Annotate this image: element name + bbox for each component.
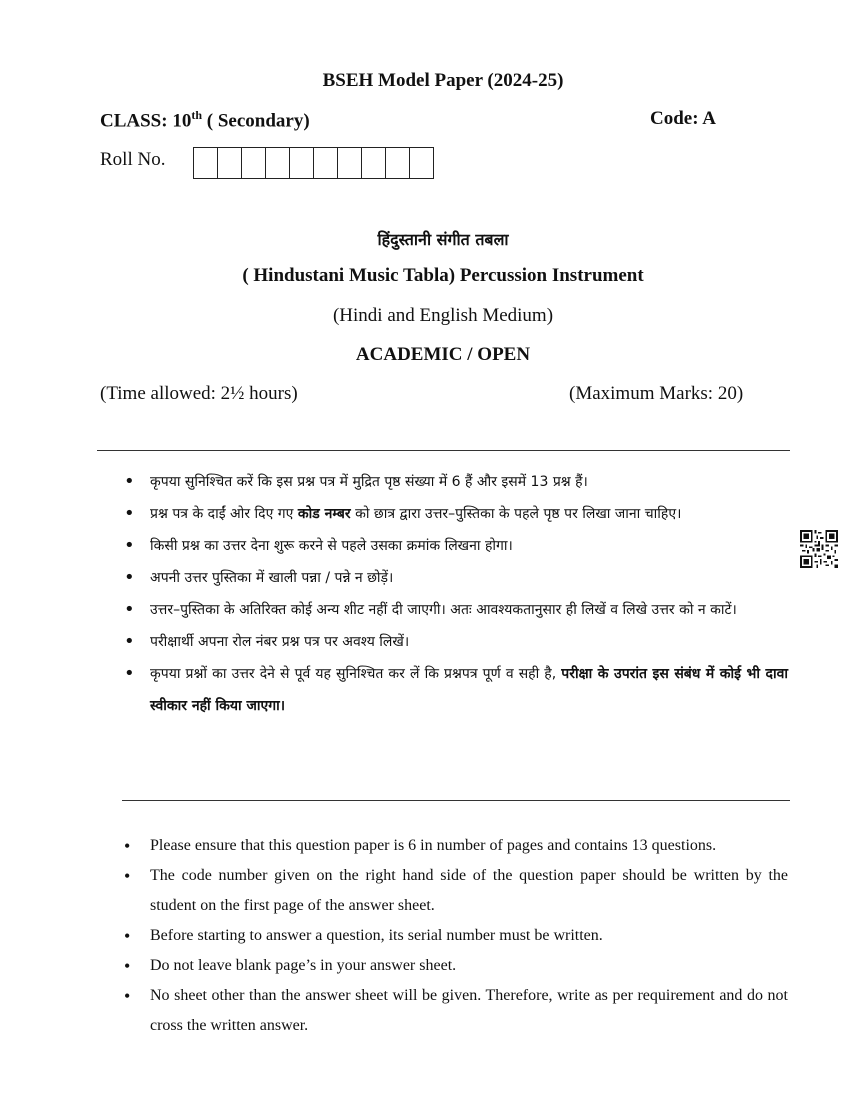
divider-middle — [122, 800, 790, 801]
paper-code: Code: A — [650, 108, 716, 129]
hindi-instruction-item — [122, 658, 788, 722]
qr-code-icon — [800, 530, 838, 568]
instruction-text: उत्तर–पुस्तिका के अतिरिक्त कोई अन्य शीट नहीं दी जाएगी। अतः आवश्यकतानुसार ही लिखें व लिखे उत्तर को न काटें। — [150, 602, 737, 618]
subject-title-english: ( Hindustani Music Tabla) Percussion Instrument — [242, 265, 644, 286]
subject-title-hindi: हिंदुस्तानी संगीत तबला — [377, 230, 509, 249]
roll-number-boxes[interactable] — [193, 147, 434, 179]
roll-number-box[interactable] — [241, 147, 266, 179]
class-superscript: th — [191, 108, 202, 122]
english-instruction-item: • The code number given on the right hand side of the question paper should be written by the student on the first page of the answer sheet. — [122, 861, 788, 921]
roll-number-label: Roll No. — [100, 149, 166, 170]
english-instruction-item: • Before starting to answer a question, its serial number must be written. — [122, 921, 788, 951]
hindi-instructions — [122, 466, 788, 722]
english-instruction-item: • Please ensure that this question paper is 6 in number of pages and contains 13 questions. — [122, 831, 788, 861]
hindi-instruction-item — [122, 562, 788, 594]
roll-number-box[interactable] — [313, 147, 338, 179]
hindi-instruction-item — [122, 626, 788, 658]
hindi-instruction-item — [122, 466, 788, 498]
roll-number-box[interactable] — [337, 147, 362, 179]
instruction-text: प्रश्न पत्र के दाईं ओर दिए गए — [150, 506, 298, 522]
english-instruction-item: • Do not leave blank page’s in your answer sheet. — [122, 951, 788, 981]
maximum-marks: (Maximum Marks: 20) — [569, 383, 744, 404]
roll-number-box[interactable] — [193, 147, 218, 179]
paper-title: BSEH Model Paper (2024-25) — [322, 70, 564, 91]
roll-number-box[interactable] — [217, 147, 242, 179]
time-allowed: (Time allowed: 2½ hours) — [100, 383, 298, 404]
instruction-emphasis: कोड नम्बर — [297, 506, 351, 522]
instruction-emphasis: परीक्षा के उपरांत इस संबंध में कोई भी दावा स्वीकार नहीं किया जाएगा। — [150, 666, 789, 714]
instruction-text: कृपया प्रश्नों का उत्तर देने से पूर्व यह सुनिश्चित कर लें कि प्रश्नपत्र पूर्ण व सही है, — [150, 666, 562, 682]
medium-label: (Hindi and English Medium) — [332, 305, 554, 326]
hindi-instruction-item — [122, 594, 788, 626]
instruction-text: अपनी उत्तर पुस्तिका में खाली पन्ना / पन्ने न छोड़ें। — [150, 570, 394, 586]
roll-number-box[interactable] — [361, 147, 386, 179]
hindi-instruction-item — [122, 530, 788, 562]
instruction-text: कृपया सुनिश्चित करें कि इस प्रश्न पत्र में मुद्रित पृष्ठ संख्या में 6 हैं और इसमें 13 प्रश्न हैं। — [150, 474, 588, 490]
divider-top — [97, 450, 790, 451]
instruction-text: परीक्षार्थी अपना रोल नंबर प्रश्न पत्र पर अवश्य लिखें। — [150, 634, 410, 650]
roll-number-box[interactable] — [265, 147, 290, 179]
instruction-text: किसी प्रश्न का उत्तर देना शुरू करने से पहले उसका क्रमांक लिखना होगा। — [150, 538, 513, 554]
stream-label: ACADEMIC / OPEN — [355, 344, 531, 365]
hindi-instruction-item — [122, 498, 788, 530]
english-instructions — [122, 831, 788, 1041]
roll-number-box[interactable] — [385, 147, 410, 179]
class-label — [100, 108, 310, 132]
class-suffix: ( Secondary) — [202, 110, 310, 132]
class-prefix: CLASS: 10 — [100, 110, 192, 132]
roll-number-box[interactable] — [289, 147, 314, 179]
roll-number-box[interactable] — [409, 147, 434, 179]
instruction-text: को छात्र द्वारा उत्तर–पुस्तिका के पहले पृष्ठ पर लिखा जाना चाहिए। — [350, 506, 682, 522]
english-instruction-item: • No sheet other than the answer sheet will be given. Therefore, write as per requirement and do not cross the written answer. — [122, 981, 788, 1041]
